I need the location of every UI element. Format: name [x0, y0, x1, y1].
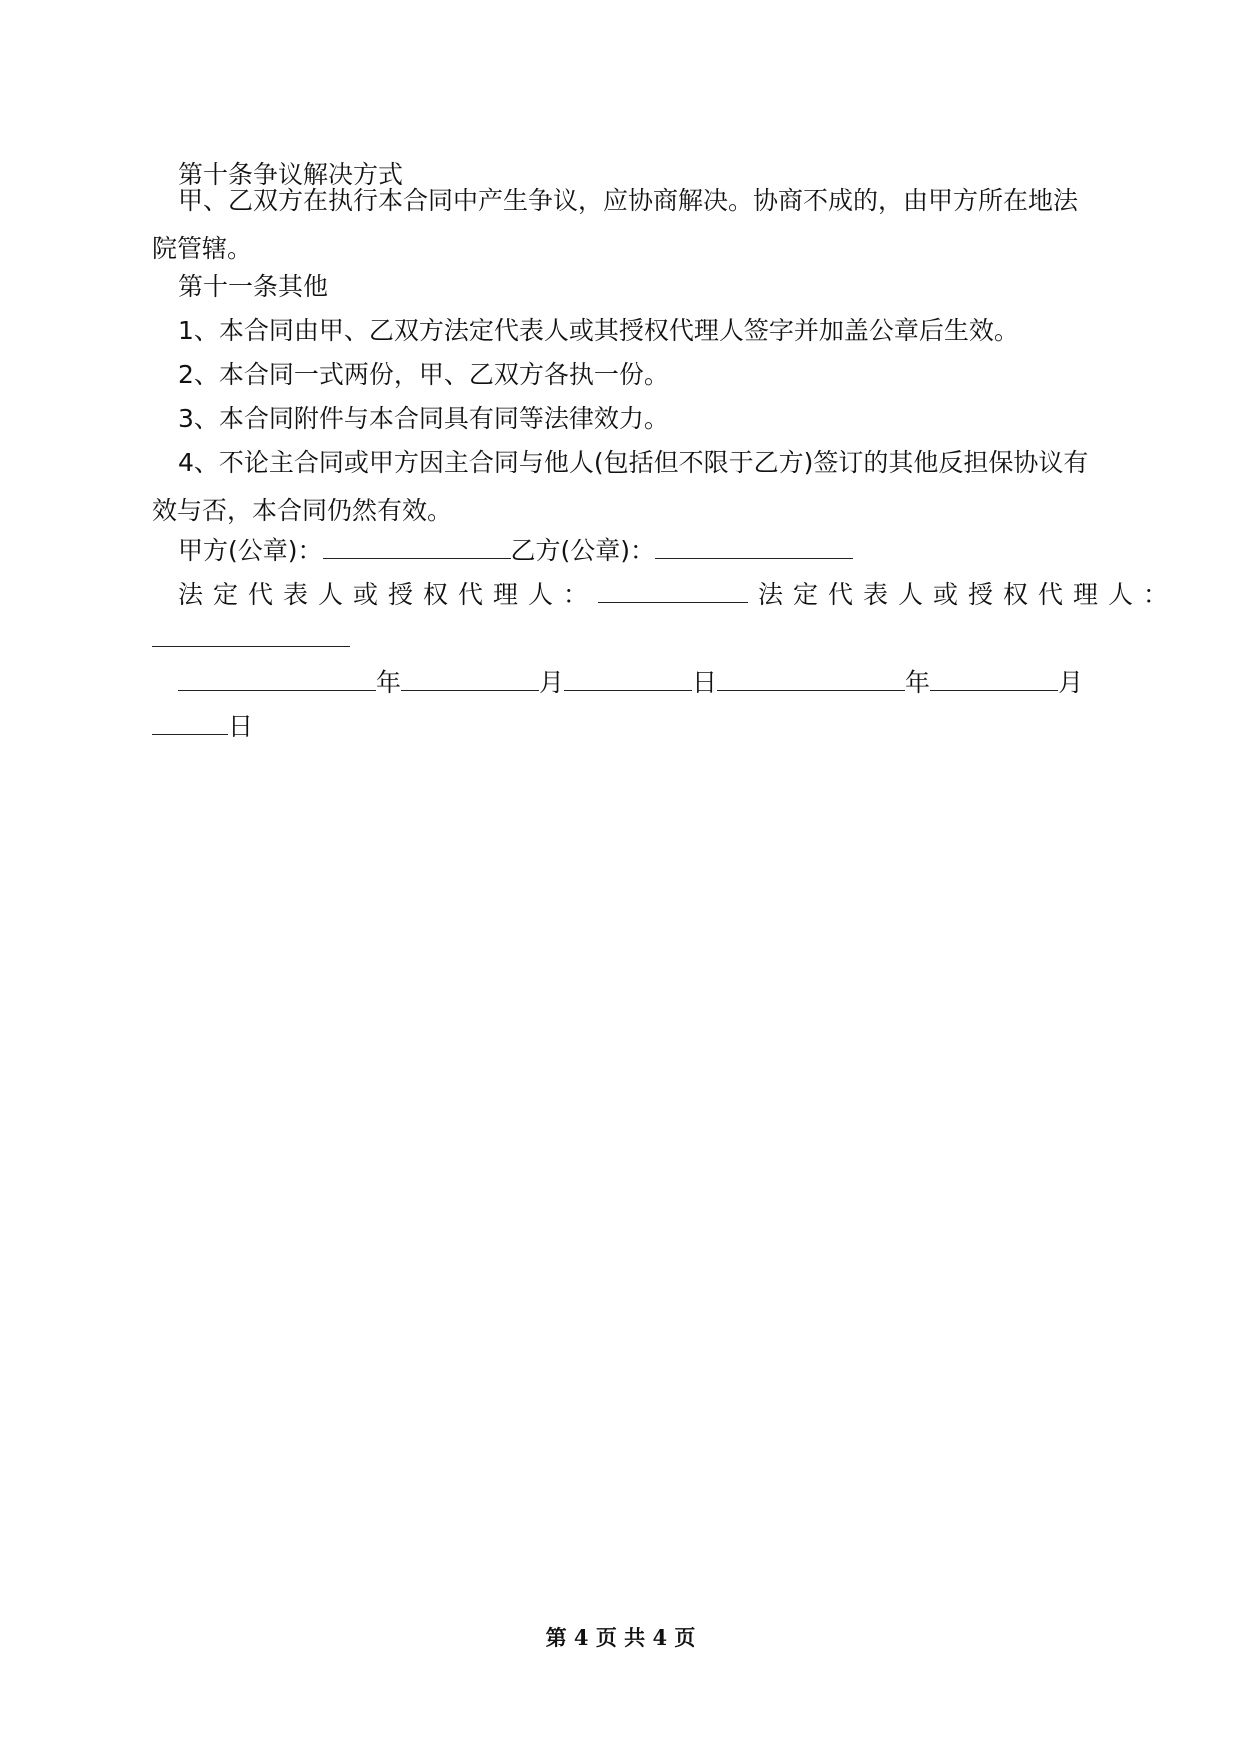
- article-11-item-4: 4、不论主合同或甲方因主合同与他人(包括但不限于乙方)签订的其他反担保协议有效与否，本合同仍然有效。: [152, 448, 1089, 525]
- article-11-item-3: 3、本合同附件与本合同具有同等法律效力。: [178, 404, 669, 433]
- party-b-day-blank[interactable]: [152, 708, 228, 735]
- page-number: 第 4 页 共 4 页: [545, 1625, 696, 1650]
- representative-line: [152, 571, 1179, 619]
- party-a-day-blank[interactable]: [564, 664, 692, 691]
- article-11-item-2: 2、本合同一式两份，甲、乙双方各执一份。: [178, 360, 669, 389]
- seal-line: [152, 527, 1118, 575]
- article-10-body: 甲、乙双方在执行本合同中产生争议，应协商解决。协商不成的，由甲方所在地法院管辖。: [152, 186, 1079, 263]
- party-b-month-label: 月: [1058, 668, 1084, 697]
- party-a-year-label: 年: [376, 668, 402, 697]
- party-a-rep-label: 法定代表人或授权代理人：: [178, 580, 599, 609]
- article-10-heading: 第十条争议解决方式: [178, 160, 404, 189]
- party-b-rep-label: 法定代表人或授权代理人：: [758, 580, 1179, 609]
- party-b-year-blank[interactable]: [717, 664, 905, 691]
- party-b-seal-blank[interactable]: [655, 532, 853, 559]
- party-a-seal-blank[interactable]: [323, 532, 511, 559]
- party-b-month-blank[interactable]: [930, 664, 1058, 691]
- party-b-seal-label: 乙方(公章)：: [510, 536, 656, 565]
- party-a-seal-label: 甲方(公章)：: [178, 536, 323, 565]
- article-11-item-1: 1、本合同由甲、乙双方法定代表人或其授权代理人签字并加盖公章后生效。: [178, 316, 1019, 345]
- party-b-year-label: 年: [905, 668, 931, 697]
- party-b-day-line: [152, 703, 1092, 751]
- party-a-year-blank[interactable]: [178, 664, 376, 691]
- party-a-month-label: 月: [539, 668, 565, 697]
- party-a-rep-blank[interactable]: [598, 576, 748, 603]
- party-b-rep-blank-line: [152, 615, 1092, 663]
- party-b-day-label: 日: [228, 712, 254, 741]
- party-b-rep-blank[interactable]: [152, 620, 350, 647]
- party-a-month-blank[interactable]: [401, 664, 539, 691]
- party-a-day-label: 日: [692, 668, 718, 697]
- article-11-heading: 第十一条其他: [178, 272, 329, 301]
- date-line: [152, 659, 1118, 707]
